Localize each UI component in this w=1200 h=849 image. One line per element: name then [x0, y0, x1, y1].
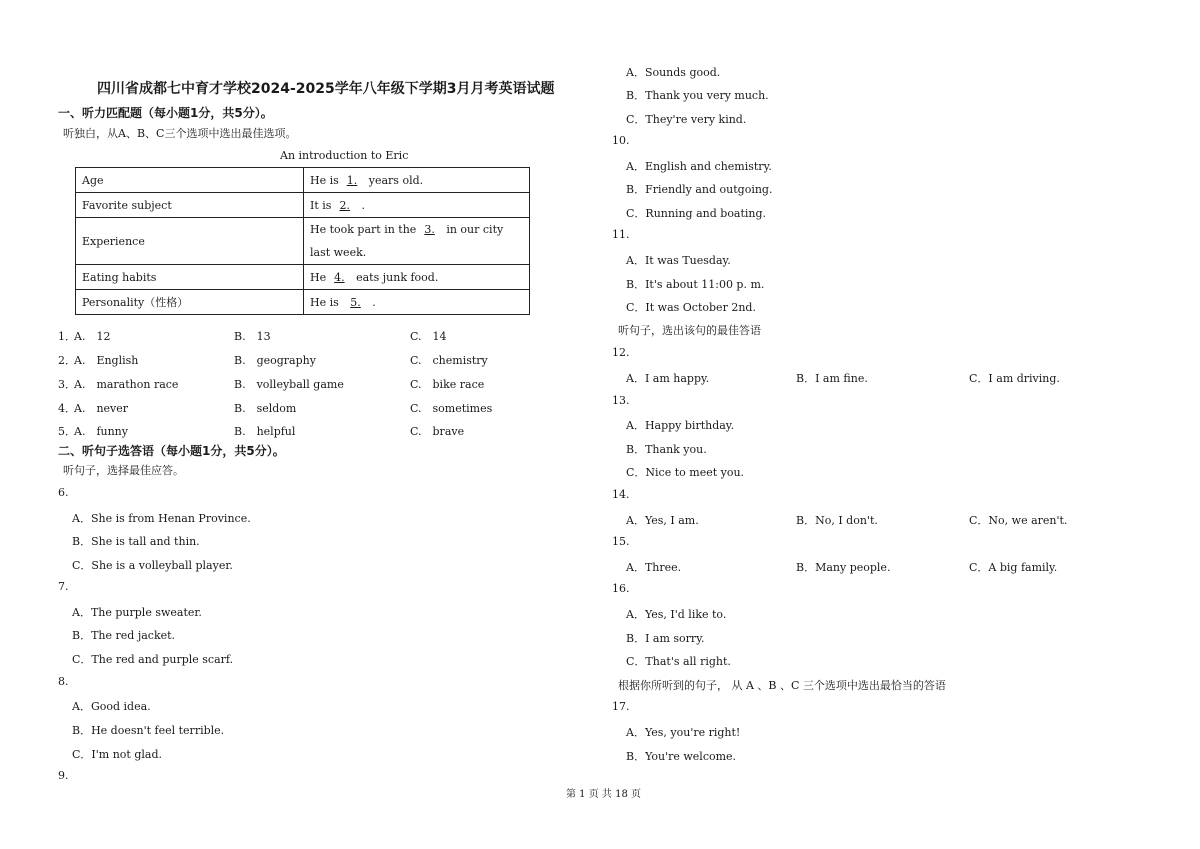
section1-instruction: 听独白，从A、B、C三个选项中选出最佳选项。 — [63, 127, 297, 140]
option-a[interactable]: A. 12 — [74, 330, 111, 343]
option-b[interactable]: B. 13 — [234, 330, 271, 343]
page-footer: 第 1 页 共 18 页 — [566, 789, 641, 800]
table-key: Experience — [76, 218, 304, 265]
option-a[interactable]: A. marathon race — [74, 378, 179, 391]
option-b[interactable]: B．No, I don't. — [796, 514, 878, 527]
option-c[interactable]: C．I'm not glad. — [72, 748, 162, 761]
option-b[interactable]: B．It's about 11:00 p. m. — [626, 278, 765, 291]
question-number: 7. — [58, 580, 69, 593]
table-value: He is 1. years old. — [304, 168, 530, 193]
question-number: 10. — [612, 134, 630, 147]
table-row — [76, 168, 530, 193]
question-number: 15. — [612, 535, 630, 548]
option-c[interactable]: C．That's all right. — [626, 655, 731, 668]
option-c[interactable]: C. 14 — [410, 330, 447, 343]
option-b[interactable]: B．He doesn't feel terrible. — [72, 724, 225, 737]
option-c[interactable]: C. sometimes — [410, 402, 493, 415]
option-a[interactable]: A．Yes, you're right! — [626, 726, 741, 739]
option-c[interactable]: C．Nice to meet you. — [626, 466, 745, 479]
question-number: 9. — [58, 769, 69, 782]
option-a[interactable]: A．Yes, I am. — [626, 514, 699, 527]
option-b[interactable]: B. seldom — [234, 402, 297, 415]
option-b[interactable]: B. volleyball game — [234, 378, 344, 391]
option-a[interactable]: A．Three. — [626, 561, 682, 574]
option-c[interactable]: C. brave — [410, 425, 465, 438]
eric-info-table — [75, 167, 530, 315]
question-number: 14. — [612, 488, 630, 501]
section3-instruction: 听句子，选出该句的最佳答语 — [618, 324, 761, 337]
option-c[interactable]: C．She is a volleyball player. — [72, 559, 233, 572]
option-c[interactable]: C. bike race — [410, 378, 485, 391]
table-row — [76, 265, 530, 290]
option-b[interactable]: B．I am sorry. — [626, 632, 705, 645]
table-row — [76, 193, 530, 218]
option-b[interactable]: B．The red jacket. — [72, 629, 176, 642]
section1-heading: 一、听力匹配题（每小题1分，共5分）。 — [58, 106, 273, 120]
table-key: Age — [76, 168, 304, 193]
table-caption: An introduction to Eric — [280, 149, 409, 162]
option-c[interactable]: C．It was October 2nd. — [626, 301, 756, 314]
table-key: Eating habits — [76, 265, 304, 290]
question-number: 17. — [612, 700, 630, 713]
option-a[interactable]: A．Good idea. — [72, 700, 151, 713]
option-c[interactable]: C．Running and boating. — [626, 207, 767, 220]
option-c[interactable]: C．I am driving. — [969, 372, 1060, 385]
option-b[interactable]: B．She is tall and thin. — [72, 535, 200, 548]
option-c[interactable]: C．A big family. — [969, 561, 1058, 574]
table-value: He is 5. . — [304, 290, 530, 315]
option-b[interactable]: B．Many people. — [796, 561, 891, 574]
option-c[interactable]: C．They're very kind. — [626, 113, 747, 126]
option-a[interactable]: A．Happy birthday. — [626, 419, 735, 432]
question-number: 13. — [612, 394, 630, 407]
table-row — [76, 218, 530, 265]
table-value: He took part in the 3. in our city last week. — [304, 218, 530, 265]
option-b[interactable]: B．Thank you very much. — [626, 89, 769, 102]
option-b[interactable]: B. helpful — [234, 425, 296, 438]
table-value: It is 2. . — [304, 193, 530, 218]
option-c[interactable]: C．The red and purple scarf. — [72, 653, 234, 666]
option-a[interactable]: A．English and chemistry. — [626, 160, 772, 173]
option-a[interactable]: A．It was Tuesday. — [626, 254, 731, 267]
section2-heading: 二、听句子选答语（每小题1分，共5分）。 — [58, 444, 285, 458]
table-key: Personality（性格） — [76, 290, 304, 315]
question-number: 11. — [612, 228, 630, 241]
question-number: 6. — [58, 486, 69, 499]
option-b[interactable]: B．You're welcome. — [626, 750, 737, 763]
option-b[interactable]: B．I am fine. — [796, 372, 868, 385]
option-b[interactable]: B．Friendly and outgoing. — [626, 183, 773, 196]
option-a[interactable]: A. funny — [74, 425, 128, 438]
option-c[interactable]: C. chemistry — [410, 354, 488, 367]
question-number: 16. — [612, 582, 630, 595]
option-a[interactable]: A．Sounds good. — [626, 66, 721, 79]
option-b[interactable]: B. geography — [234, 354, 316, 367]
page-title: 四川省成都七中育才学校2024-2025学年八年级下学期3月月考英语试题 — [97, 81, 555, 97]
option-a[interactable]: A．Yes, I'd like to. — [626, 608, 727, 621]
table-value: He 4. eats junk food. — [304, 265, 530, 290]
option-a[interactable]: A. never — [74, 402, 129, 415]
question-number: 8. — [58, 675, 69, 688]
table-row — [76, 290, 530, 315]
table-key: Favorite subject — [76, 193, 304, 218]
option-a[interactable]: A．The purple sweater. — [72, 606, 202, 619]
option-c[interactable]: C．No, we aren't. — [969, 514, 1068, 527]
option-a[interactable]: A. English — [74, 354, 139, 367]
question-number: 12. — [612, 346, 630, 359]
section2-instruction: 听句子，选择最佳应答。 — [63, 464, 184, 477]
option-b[interactable]: B．Thank you. — [626, 443, 707, 456]
option-a[interactable]: A．She is from Henan Province. — [72, 512, 251, 525]
option-a[interactable]: A．I am happy. — [626, 372, 710, 385]
section4-instruction: 根据你所听到的句子， 从 A 、B 、C 三个选项中选出最恰当的答语 — [618, 679, 946, 692]
